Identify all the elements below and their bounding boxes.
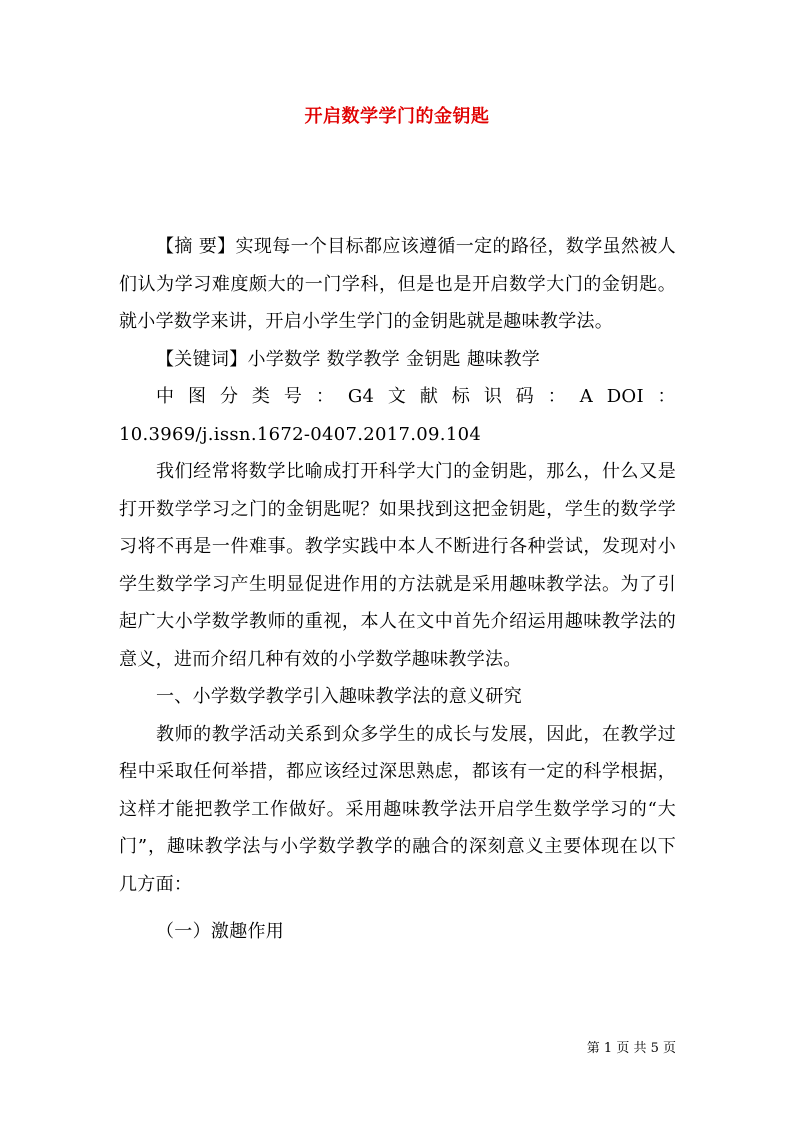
classification-item: 分 [219, 386, 239, 407]
subsection-heading: （一）激趣作用 [156, 921, 285, 942]
classification-item: ： [315, 386, 335, 407]
classification-item: 文 [387, 386, 407, 407]
document-body [119, 228, 676, 951]
classification-line [119, 378, 676, 416]
document-title: 开启数学学门的金钥匙 [304, 106, 490, 127]
section-heading: 一、小学数学教学引入趣味教学法的意义研究 [156, 686, 522, 707]
classification-item: G4 [347, 386, 375, 407]
doi-line: 10.3969/j.issn.1672-0407.2017.09.104 [119, 423, 482, 445]
classification-item: 类 [251, 386, 271, 407]
classification-item: 标 [451, 386, 471, 407]
intro-paragraph: 我们经常将数学比喻成打开科学大门的金钥匙，那么，什么又是打开数学学习之门的金钥匙呢？如果找到这把金钥匙，学生的数学学习将不再是一件难事。教学实践中本人不断进行各种尝试，发现对小学生数学学习产生明显促进作用的方法就是采用趣味教学法。为了引起广大小学数学教师的重视，本人在文中首先介绍运用趣味教学法的意义，进而介绍几种有效的小学数学趣味教学法。 [119, 461, 676, 670]
page-number: 第 1 页 共 5 页 [586, 1041, 676, 1056]
section-paragraph: 教师的教学活动关系到众多学生的成长与发展，因此，在教学过程中采取任何举措，都应该经过深思熟虑，都该有一定的科学根据，这样才能把教学工作做好。采用趣味教学法开启学生数学学习的“大门”，趣味教学法与小学数学教学的融合的深刻意义主要体现在以下几方面： [119, 723, 676, 895]
classification-item: ： [657, 386, 676, 407]
classification-item: 码 [515, 386, 535, 407]
classification-item: 号 [283, 386, 303, 407]
classification-item: 献 [419, 386, 439, 407]
classification-item: ： [547, 386, 567, 407]
classification-item: 中 [156, 386, 175, 407]
keywords-paragraph: 【关键词】小学数学 数学教学 金钥匙 趣味教学 [156, 348, 541, 370]
classification-item: 识 [483, 386, 503, 407]
abstract-paragraph: 【摘 要】实现每一个目标都应该遵循一定的路径，数学虽然被人们认为学习难度颇大的一门学科，但是也是开启数学大门的金钥匙。就小学数学来讲，开启小学生学门的金钥匙就是趣味教学法。 [119, 236, 676, 332]
classification-item: 图 [187, 386, 207, 407]
classification-item: DOI [606, 386, 644, 407]
classification-item: A [579, 386, 594, 407]
